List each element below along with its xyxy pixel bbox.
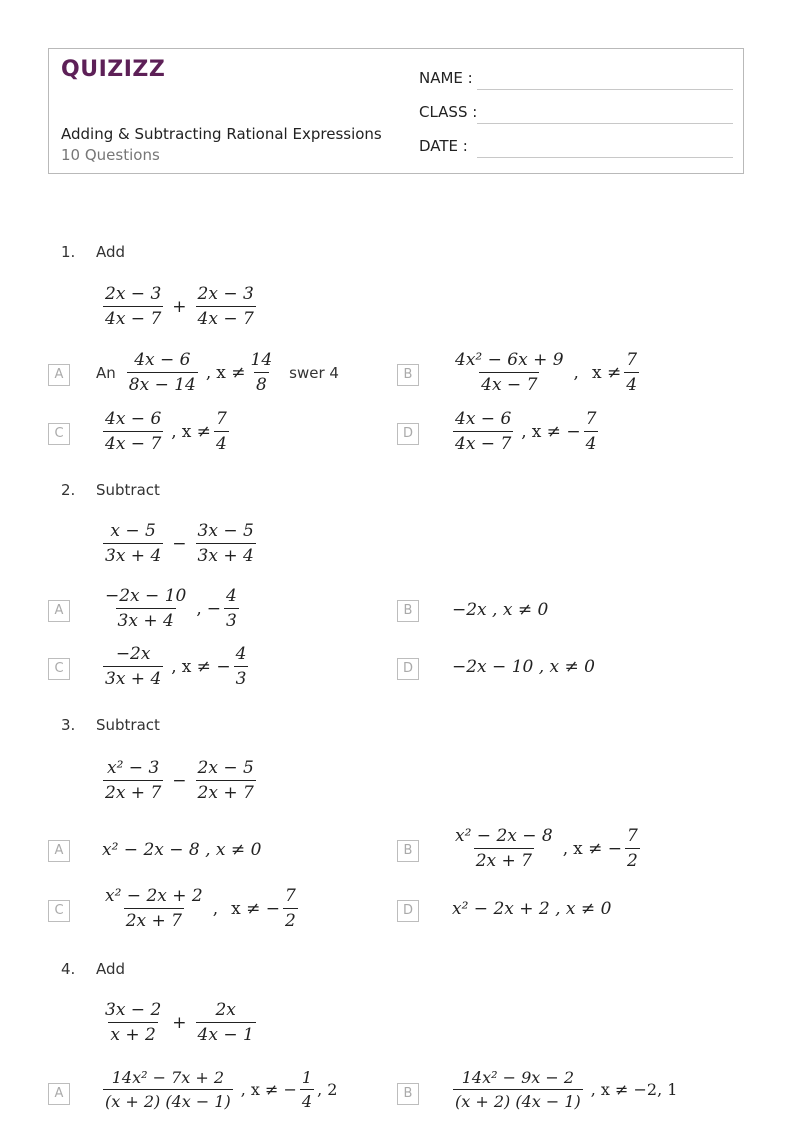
option-b[interactable]: −2x , x ≠ 0 <box>452 600 549 620</box>
option-badge-b[interactable]: B <box>397 1083 419 1105</box>
worksheet-title: Adding & Subtracting Rational Expressions <box>61 125 382 143</box>
option-badge-c[interactable]: C <box>48 900 70 922</box>
question-number: 3. <box>61 716 76 734</box>
date-line <box>477 157 733 158</box>
option-a[interactable]: An $\frac{4x - 6}{8x - 14}$ , x ≠ $\frac{14}{8}$ swer 4 <box>96 350 339 395</box>
option-d[interactable]: $\frac{4x - 6}{4x - 7}$ , x ≠ − $\frac{7}{4}$ <box>455 409 597 454</box>
option-a[interactable]: $\frac{-2x - 10}{3x + 4}$ , − $\frac{4}{3}$ <box>105 586 237 631</box>
option-badge-a[interactable]: A <box>48 600 70 622</box>
question-instruction: Subtract <box>96 716 160 734</box>
question-number: 2. <box>61 481 76 499</box>
option-badge-d[interactable]: D <box>397 900 419 922</box>
option-d[interactable]: x² − 2x + 2 , x ≠ 0 <box>452 899 612 919</box>
option-badge-d[interactable]: D <box>397 423 419 445</box>
option-badge-c[interactable]: C <box>48 658 70 680</box>
option-a[interactable]: x² − 2x − 8 , x ≠ 0 <box>102 840 262 860</box>
option-c[interactable]: $\frac{\text{x² − 2x + 2}}{2x + 7}$ , x ≠ − $\frac{7}{2}$ <box>105 886 296 931</box>
question-expression: $\frac{\text{x² − 3}}{2x + 7}$ − $\frac{2x - 5}{2x + 7}$ <box>105 758 254 803</box>
option-badge-a[interactable]: A <box>48 364 70 386</box>
question-number: 4. <box>61 960 76 978</box>
option-a[interactable]: $\frac{\text{14x² − 7x + 2}}{(x + 2) (4x - 1)}$ , x ≠ − $\frac{1}{4}$ , 2 <box>105 1068 338 1111</box>
option-badge-b[interactable]: B <box>397 840 419 862</box>
option-c[interactable]: $\frac{-2x}{3x + 4}$ , x ≠ − $\frac{4}{3}$ <box>105 644 247 689</box>
class-label: CLASS : <box>419 103 478 121</box>
name-label: NAME : <box>419 69 473 87</box>
option-badge-d[interactable]: D <box>397 658 419 680</box>
question-expression: $\frac{2x - 3}{4x - 7}$ + $\frac{2x - 3}{4x - 7}$ <box>105 284 254 329</box>
option-b[interactable]: $\frac{\text{14x² − 9x − 2}}{(x + 2) (4x - 1)}$ , x ≠ −2, 1 <box>455 1068 678 1111</box>
question-expression: $\frac{3x - 2}{x + 2}$ + $\frac{2x}{4x - 1}$ <box>105 1000 254 1045</box>
question-instruction: Add <box>96 960 126 978</box>
worksheet-header <box>48 48 744 174</box>
question-count: 10 Questions <box>61 146 160 164</box>
option-badge-b[interactable]: B <box>397 364 419 386</box>
question-instruction: Add <box>96 243 126 261</box>
option-badge-a[interactable]: A <box>48 1083 70 1105</box>
question-expression: $\frac{x - 5}{3x + 4}$ − $\frac{3x - 5}{3x + 4}$ <box>105 521 254 566</box>
option-b[interactable]: $\frac{\text{x² − 2x − 8}}{2x + 7}$ , x ≠ − $\frac{7}{2}$ <box>455 826 638 871</box>
name-line <box>477 89 733 90</box>
option-c[interactable]: $\frac{4x - 6}{4x - 7}$ , x ≠ $\frac{7}{4}$ <box>105 409 227 454</box>
option-d[interactable]: −2x − 10 , x ≠ 0 <box>452 657 595 677</box>
question-number: 1. <box>61 243 76 261</box>
option-b[interactable]: $\frac{\text{4x² − 6x + 9}}{4x - 7}$ , x ≠ $\frac{7}{4}$ <box>455 350 638 395</box>
question-instruction: Subtract <box>96 481 160 499</box>
option-badge-c[interactable]: C <box>48 423 70 445</box>
quizizz-logo: QUIZIZZ <box>61 57 166 82</box>
date-label: DATE : <box>419 137 468 155</box>
option-badge-a[interactable]: A <box>48 840 70 862</box>
option-badge-b[interactable]: B <box>397 600 419 622</box>
class-line <box>477 123 733 124</box>
